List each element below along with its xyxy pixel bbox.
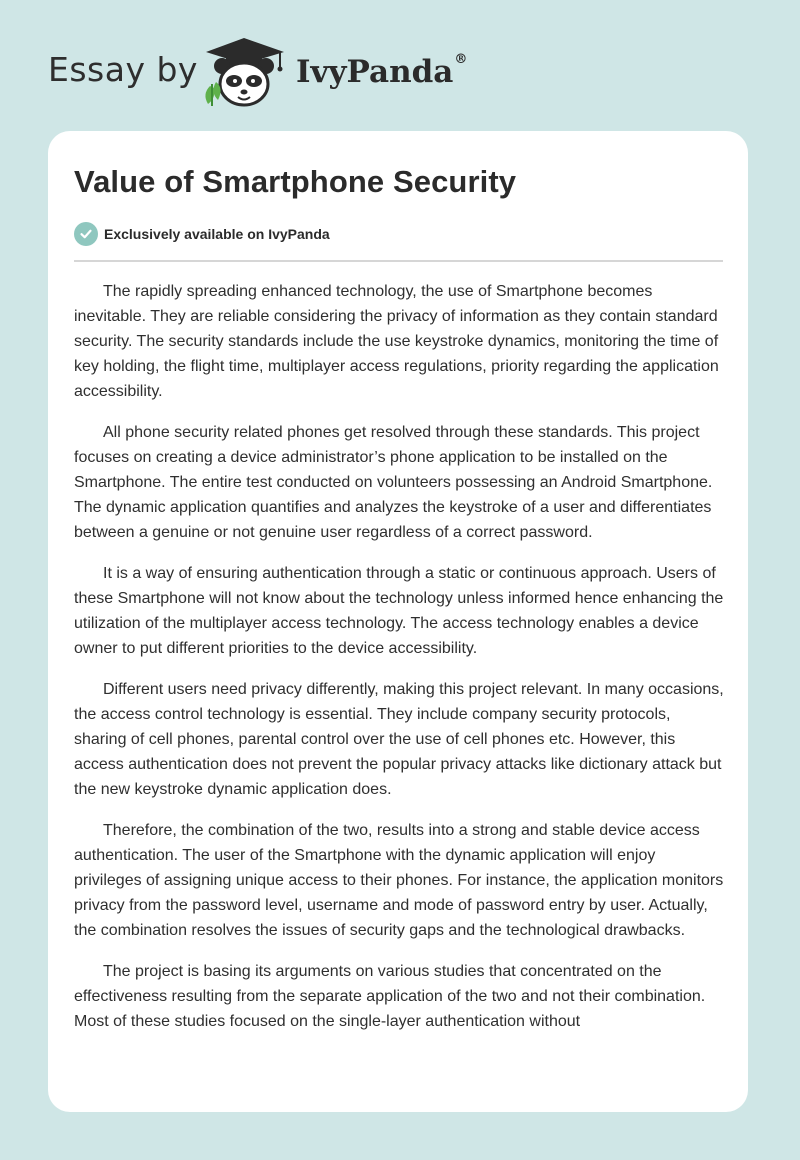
essay-paragraph: All phone security related phones get resolved through these standards. This project focuses on creating a device administrator’s phone application to be installed on the Smartphone. The entire test conducted on volunteers possessing an Android Smartphone. The dynamic application quantifies and analyzes the keystroke of a user and differentiates between a genuine or not genuine user regardless of a correct password. [74, 424, 713, 541]
essay-body [74, 279, 726, 1050]
essay-paragraph: Different users need privacy differently, making this project relevant. In many occasions, the access control technology is essential. They include company security protocols, sharing of cell phones, parental control over the use of cell phones etc. However, this access authentication does not prevent the popular privacy attacks like dictionary attack but the new keystroke dynamic application does. [74, 681, 724, 798]
essay-card [48, 131, 748, 1112]
registered-mark: ® [454, 52, 468, 67]
essay-paragraph: The project is basing its arguments on various studies that concentrated on the effectiveness resulting from the separate application of the two and not their combination. Most of these studies focused on the single-layer authentication without [74, 963, 706, 1030]
site-header [0, 0, 800, 130]
essay-paragraph: Therefore, the combination of the two, results into a strong and stable device access authentication. The user of the Smartphone with the dynamic application will enjoy privileges of assigning unique access to their phones. For instance, the application monitors privacy from the password level, username and mode of password entry by user. Actually, the combination resolves the issues of security gaps and the technological drawbacks. [74, 822, 724, 939]
exclusive-badge [74, 222, 330, 246]
title-divider [74, 260, 723, 262]
exclusive-badge-text: Exclusively available on IvyPanda [104, 226, 330, 242]
essay-paragraph: The rapidly spreading enhanced technology, the use of Smartphone becomes inevitable. They are reliable considering the privacy of information as they contain standard security. The security standards include the use keystroke dynamics, monitoring the time of key holding, the flight time, multiplayer access regulations, priority regarding the application accessibility. [74, 283, 719, 400]
check-icon [74, 222, 98, 246]
essay-by-label: Essay by [48, 50, 198, 89]
brand-name[interactable]: IvyPanda® [296, 52, 468, 90]
essay-paragraph: It is a way of ensuring authentication through a static or continuous approach. Users of these Smartphone will not know about the technology unless informed hence enhancing the utilization of the multiplayer access technology. The access technology enables a device owner to put different priorities to the device accessibility. [74, 565, 724, 657]
page-title: Value of Smartphone Security [74, 164, 517, 199]
panda-logo-icon[interactable] [198, 34, 290, 108]
